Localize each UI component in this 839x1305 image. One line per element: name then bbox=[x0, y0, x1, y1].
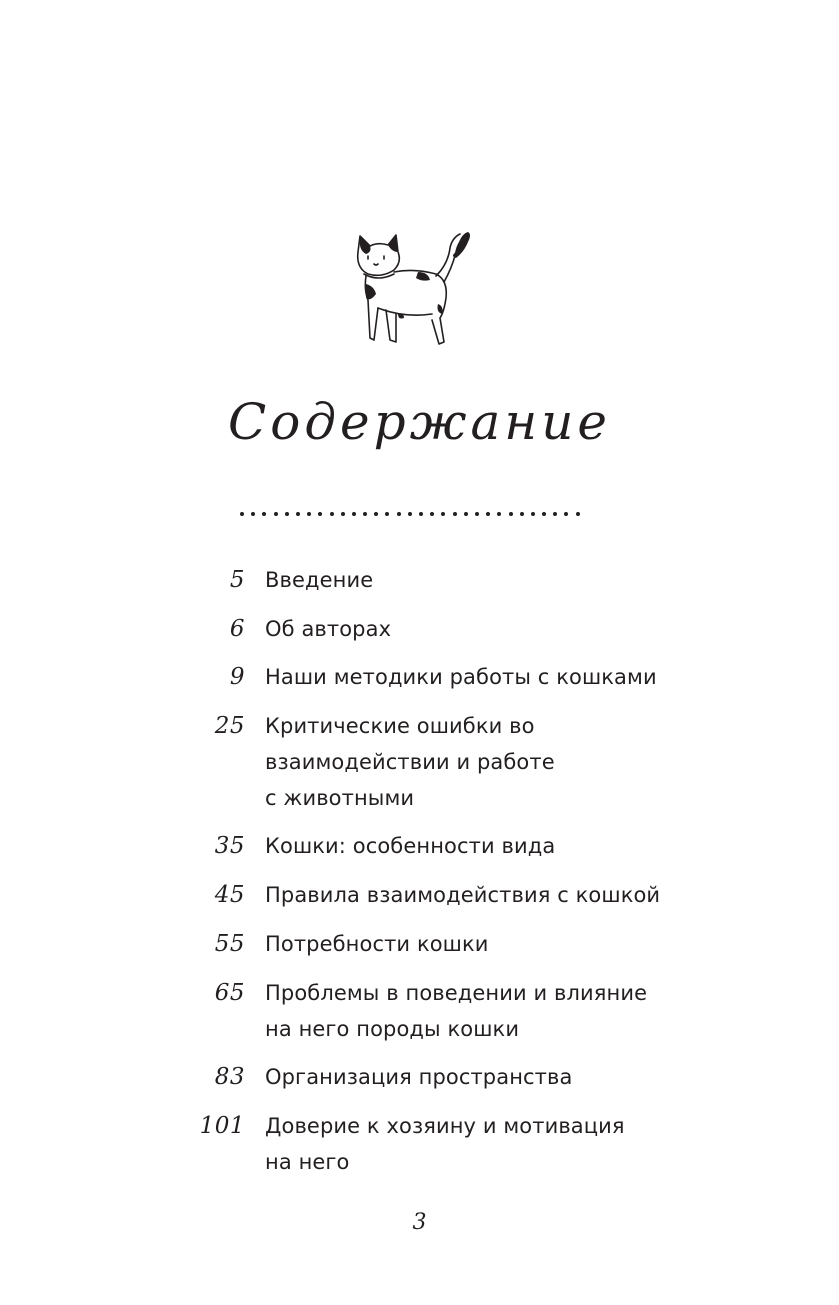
divider-dot bbox=[419, 512, 423, 516]
divider-dot bbox=[318, 512, 322, 516]
toc-entry bbox=[0, 926, 839, 966]
divider-dot bbox=[486, 512, 490, 516]
divider-dot bbox=[453, 512, 457, 516]
toc-title: Критические ошибки во взаимодействии и работе с животными bbox=[265, 714, 555, 810]
divider-dot bbox=[576, 512, 580, 516]
toc-page-number: 65 bbox=[214, 980, 245, 1006]
divider-dot bbox=[430, 512, 434, 516]
divider-dot bbox=[363, 512, 367, 516]
toc-title: Введение bbox=[265, 568, 374, 592]
cat-illustration-icon bbox=[344, 228, 476, 354]
divider-dot bbox=[441, 512, 445, 516]
toc-entry bbox=[0, 611, 839, 651]
toc-entry bbox=[0, 1108, 839, 1174]
divider-dot bbox=[475, 512, 479, 516]
divider-dot bbox=[374, 512, 378, 516]
page-title: Содержание bbox=[227, 393, 612, 451]
divider-dot bbox=[341, 512, 345, 516]
divider-dot bbox=[497, 512, 501, 516]
divider-dot bbox=[553, 512, 557, 516]
toc-title: Правила взаимодействия с кошкой bbox=[265, 883, 661, 907]
toc-entry bbox=[0, 975, 839, 1041]
divider-dot bbox=[251, 512, 255, 516]
divider-dot bbox=[285, 512, 289, 516]
toc-entry bbox=[0, 659, 839, 699]
divider-dot bbox=[240, 512, 244, 516]
divider-dot bbox=[274, 512, 278, 516]
toc-title: Организация пространства bbox=[265, 1065, 573, 1089]
toc-entry bbox=[0, 1059, 839, 1099]
divider-dot bbox=[408, 512, 412, 516]
divider-dot bbox=[262, 512, 266, 516]
divider-dot bbox=[464, 512, 468, 516]
toc-page-number: 55 bbox=[214, 931, 245, 957]
toc-entry bbox=[0, 708, 839, 810]
divider-dot bbox=[531, 512, 535, 516]
divider-dot bbox=[296, 512, 300, 516]
toc-title: Проблемы в поведении и влияние на него породы кошки bbox=[265, 981, 648, 1041]
toc-title: Об авторах bbox=[265, 617, 392, 641]
divider-dot bbox=[564, 512, 568, 516]
toc-page-number: 6 bbox=[229, 616, 245, 642]
toc-title: Потребности кошки bbox=[265, 932, 489, 956]
toc-page-number: 35 bbox=[214, 833, 245, 859]
divider-dot bbox=[520, 512, 524, 516]
divider-dot bbox=[307, 512, 311, 516]
toc-page-number: 83 bbox=[214, 1064, 245, 1090]
toc-entry bbox=[0, 562, 839, 602]
divider-dot bbox=[385, 512, 389, 516]
toc-page-number: 5 bbox=[229, 567, 245, 593]
toc-page-number: 101 bbox=[199, 1113, 245, 1139]
toc-page-number: 45 bbox=[214, 882, 245, 908]
dotted-divider bbox=[240, 512, 580, 520]
toc-title: Кошки: особенности вида bbox=[265, 834, 556, 858]
toc-title: Наши методики работы с кошками bbox=[265, 665, 657, 689]
toc-page-number: 25 bbox=[214, 713, 245, 739]
divider-dot bbox=[397, 512, 401, 516]
toc-page-number: 9 bbox=[229, 664, 245, 690]
divider-dot bbox=[352, 512, 356, 516]
toc-entry bbox=[0, 877, 839, 917]
divider-dot bbox=[542, 512, 546, 516]
page-number: 3 bbox=[412, 1210, 427, 1235]
divider-dot bbox=[509, 512, 513, 516]
toc-entry bbox=[0, 828, 839, 868]
toc-title: Доверие к хозяину и мотивация на него bbox=[265, 1114, 625, 1174]
divider-dot bbox=[330, 512, 334, 516]
